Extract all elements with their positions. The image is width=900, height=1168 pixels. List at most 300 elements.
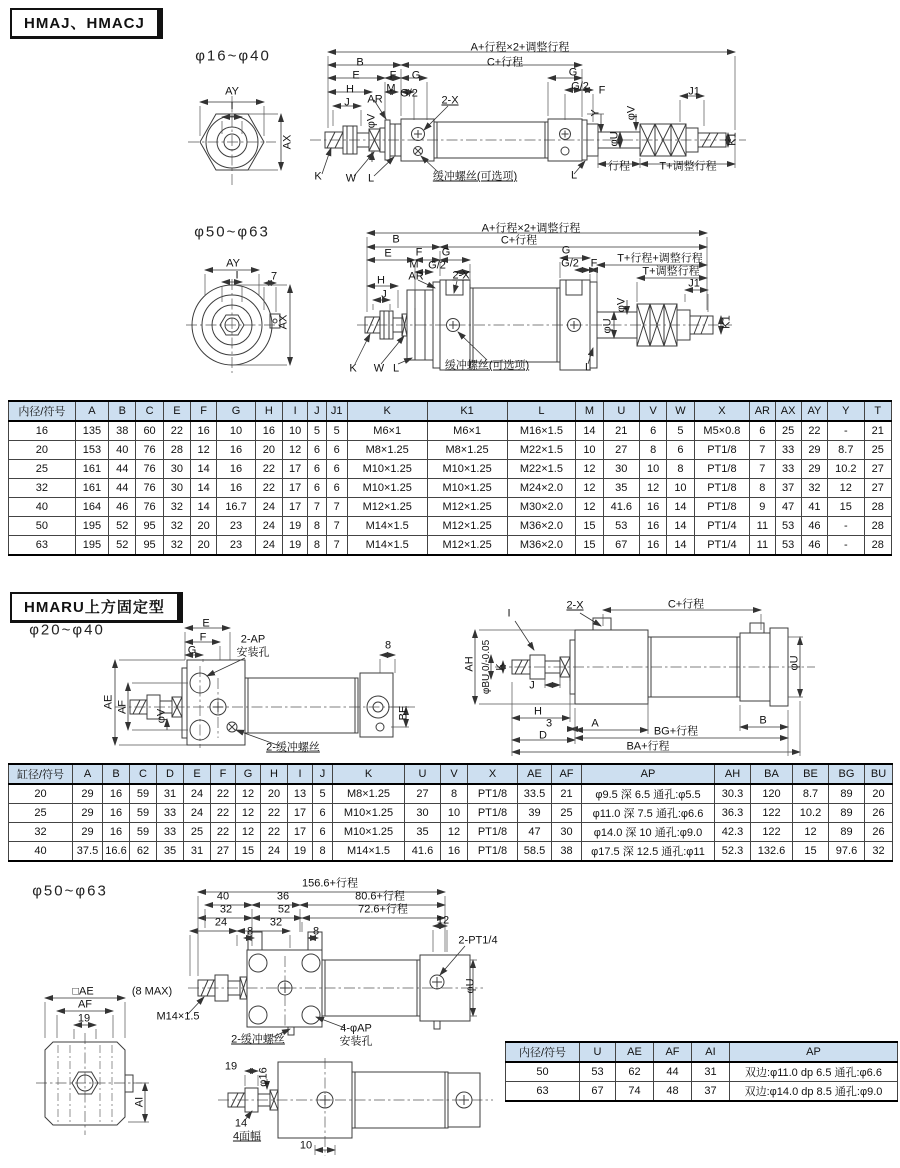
- table-cell: 16: [191, 421, 217, 441]
- table-cell: φ17.5 深 12.5 通孔:φ11: [582, 842, 715, 862]
- dim-label-ai: AI: [133, 1096, 146, 1108]
- table-cell: 44: [109, 460, 136, 479]
- table-cell: 19: [288, 842, 313, 862]
- table-cell: 27: [211, 842, 236, 862]
- table-cell: 13: [288, 784, 313, 804]
- table-cell: 76: [136, 498, 163, 517]
- dim-label-e: E: [202, 617, 210, 630]
- table-cell: 30: [552, 823, 582, 842]
- table-cell: 15: [576, 536, 603, 556]
- table-cell: 53: [775, 517, 801, 536]
- table-cell: 161: [75, 479, 108, 498]
- table-cell: 7: [326, 517, 347, 536]
- table-cell: 41.6: [603, 498, 639, 517]
- table-cell: 11: [750, 536, 775, 556]
- table-cell: M10×1.25: [347, 479, 427, 498]
- table-cell: 24: [255, 517, 282, 536]
- dim-label-phiu: φU: [601, 318, 614, 334]
- table-cell: 14: [667, 536, 694, 556]
- dim-label-36: 36: [276, 890, 290, 903]
- dim-label-a: A+行程×2+调整行程: [481, 222, 581, 235]
- dim-label-726: 72.6+行程: [358, 903, 408, 916]
- dim-label-l-right: L: [570, 169, 578, 182]
- table-cell: 52: [109, 517, 136, 536]
- table-cell: 27: [405, 784, 441, 804]
- table-cell: 16: [103, 804, 130, 823]
- table-cell: 59: [130, 784, 157, 804]
- dim-label-t-adjust: T+调整行程: [642, 265, 700, 278]
- table-cell: 5: [313, 784, 333, 804]
- column-header: I: [283, 401, 308, 421]
- column-header: 内径/符号: [506, 1042, 580, 1062]
- table-cell: 44: [109, 479, 136, 498]
- table-cell: 35: [603, 479, 639, 498]
- column-header: E: [184, 764, 211, 784]
- table-cell: 33: [775, 441, 801, 460]
- table-cell: 37: [692, 1082, 730, 1102]
- dim-label-g-right: G: [561, 244, 571, 257]
- table-cell: PT1/4: [694, 536, 750, 556]
- table-row: [9, 784, 893, 804]
- dim-label-af: AF: [116, 699, 129, 715]
- table-cell: 38: [552, 842, 582, 862]
- table-cell: 15: [793, 842, 829, 862]
- column-header: G: [236, 764, 261, 784]
- table-cell: 8: [667, 460, 694, 479]
- table-cell: 22: [801, 421, 827, 441]
- table-cell: M36×2.0: [507, 536, 576, 556]
- dim-label-k1: K1: [726, 132, 739, 146]
- table-cell: 22: [211, 804, 236, 823]
- table-cell: PT1/8: [468, 842, 518, 862]
- table-cell: 21: [552, 784, 582, 804]
- table-cell: 95: [136, 536, 163, 556]
- table-cell: 76: [136, 479, 163, 498]
- table-cell: 25: [9, 460, 76, 479]
- dim-label-19: 19: [77, 1012, 91, 1025]
- dim-label-phiu: φU: [464, 978, 477, 994]
- dim-label-14: 14: [234, 1117, 248, 1130]
- table-row: [9, 804, 893, 823]
- table-cell: 17: [283, 460, 308, 479]
- table-cell: 135: [75, 421, 108, 441]
- table-cell: 8: [308, 536, 326, 556]
- dim-label-156: 156.6+行程: [302, 877, 358, 890]
- table-cell: 60: [136, 421, 163, 441]
- dim-label-j1: J1: [688, 277, 700, 290]
- table-cell: 20: [9, 441, 76, 460]
- table-cell: 16: [9, 421, 76, 441]
- dim-label-g: G: [411, 69, 421, 82]
- dim-label-c: C+行程: [500, 234, 538, 247]
- table-cell: 20: [255, 441, 282, 460]
- table-cell: M10×1.25: [333, 823, 405, 842]
- mount-hole-count-label: 4-φAP: [340, 1022, 372, 1035]
- dim-label-k1: K1: [720, 315, 733, 329]
- table-cell: PT1/8: [694, 479, 750, 498]
- table-cell: 32: [163, 536, 190, 556]
- table-cell: 12: [236, 823, 261, 842]
- dim-label-b: B: [392, 233, 400, 246]
- dim-label-phibu: φBU 0/-0.05: [481, 639, 492, 695]
- dim-label-52: 52: [277, 903, 291, 916]
- dim-label-k: K: [494, 663, 507, 671]
- table-cell: 6: [313, 804, 333, 823]
- dim-label-ax: AX: [281, 134, 294, 150]
- table-cell: 122: [751, 823, 793, 842]
- table-cell: 76: [136, 460, 163, 479]
- column-header: BU: [865, 764, 893, 784]
- table-cell: 14: [576, 421, 603, 441]
- dim-label-7: 7: [270, 270, 278, 283]
- table-cell: 153: [75, 441, 108, 460]
- dim-label-19: 19: [224, 1060, 238, 1073]
- table-cell: 28: [864, 536, 892, 556]
- table-cell: 20: [191, 536, 217, 556]
- dim-label-af: AF: [77, 998, 93, 1011]
- table-cell: 6: [308, 441, 326, 460]
- table-cell: 89: [829, 804, 865, 823]
- table-cell: 22: [211, 784, 236, 804]
- table-cell: 46: [801, 536, 827, 556]
- dim-label-j: J: [344, 96, 350, 109]
- dimension-table-hmaj: [8, 400, 892, 556]
- table-cell: 16: [441, 842, 468, 862]
- dim-label-8b: 8: [312, 925, 320, 938]
- column-header: J: [313, 764, 333, 784]
- dim-label-2x: 2-X: [452, 269, 470, 282]
- table-cell: 12: [640, 479, 667, 498]
- column-header: F: [211, 764, 236, 784]
- table-cell: 33.5: [518, 784, 552, 804]
- dim-label-stroke: 行程: [608, 160, 630, 173]
- column-header: AH: [715, 764, 751, 784]
- dim-label-square-ae: □AE: [72, 985, 94, 998]
- dim-label-j: J: [381, 288, 387, 301]
- cushion-screw-note: 2-缓冲螺丝: [266, 741, 320, 754]
- table-cell: 30.3: [715, 784, 751, 804]
- dimension-table-hmaru-large: [505, 1041, 898, 1102]
- table-cell: 29: [801, 441, 827, 460]
- table-cell: M24×2.0: [507, 479, 576, 498]
- table-cell: 35: [157, 842, 184, 862]
- table-cell: M6×1: [347, 421, 427, 441]
- hmaru-large-side-view-art: [193, 1046, 505, 1168]
- dim-label-w: W: [373, 362, 385, 375]
- column-header: C: [130, 764, 157, 784]
- column-header: K: [347, 401, 427, 421]
- column-header: BG: [829, 764, 865, 784]
- table-cell: M10×1.25: [347, 460, 427, 479]
- table-cell: 19: [283, 517, 308, 536]
- dim-label-f: F: [389, 69, 397, 82]
- table-cell: 12: [191, 441, 217, 460]
- table-cell: 53: [775, 536, 801, 556]
- dim-label-ar: AR: [367, 93, 383, 106]
- table-cell: 17: [288, 804, 313, 823]
- column-header: A: [73, 764, 103, 784]
- table-cell: 21: [603, 421, 639, 441]
- table-cell: 74: [616, 1082, 654, 1102]
- table-cell: 24: [255, 536, 282, 556]
- table-cell: 33: [157, 804, 184, 823]
- column-header: V: [441, 764, 468, 784]
- dimension-table-hmaru: [8, 763, 893, 862]
- column-header: U: [405, 764, 441, 784]
- column-header: W: [667, 401, 694, 421]
- table-row: [9, 517, 892, 536]
- table-cell: 29: [801, 460, 827, 479]
- table-cell: 67: [580, 1082, 616, 1102]
- column-header: U: [580, 1042, 616, 1062]
- dim-label-b: B: [356, 56, 364, 69]
- column-header: B: [103, 764, 130, 784]
- table-cell: 27: [603, 441, 639, 460]
- column-header: J1: [326, 401, 347, 421]
- table-cell: 6: [308, 460, 326, 479]
- header-row: [9, 401, 892, 421]
- table-cell: 24: [184, 804, 211, 823]
- dim-label-e: E: [352, 69, 360, 82]
- table-cell: M8×1.25: [347, 441, 427, 460]
- dim-label-t-stroke-adjust: T+行程+调整行程: [617, 252, 703, 265]
- dim-label-a: A+行程×2+调整行程: [470, 41, 570, 54]
- drawing3-caption: φ20~φ40: [29, 621, 105, 639]
- drawing4-caption: φ50~φ63: [32, 882, 108, 900]
- dim-label-806: 80.6+行程: [355, 890, 405, 903]
- table-cell: 10: [217, 421, 255, 441]
- dim-label-g2-right: G/2: [571, 80, 589, 93]
- column-header: AE: [616, 1042, 654, 1062]
- dim-label-phi16: φ16: [257, 1067, 270, 1087]
- table-cell: 17: [283, 479, 308, 498]
- table-cell: 33: [157, 823, 184, 842]
- table-cell: M10×1.25: [427, 460, 507, 479]
- table-row: [9, 498, 892, 517]
- table-cell: 6: [326, 460, 347, 479]
- table-cell: 59: [130, 804, 157, 823]
- table-cell: 30: [163, 460, 190, 479]
- column-header: U: [603, 401, 639, 421]
- table-cell: 20: [261, 784, 288, 804]
- dim-label-phiv: φV: [615, 297, 628, 313]
- table-cell: 37: [775, 479, 801, 498]
- column-header: AP: [730, 1042, 898, 1062]
- table-cell: M14×1.5: [333, 842, 405, 862]
- dim-label-g2: G/2: [400, 87, 418, 100]
- table-cell: φ14.0 深 10 通孔:φ9.0: [582, 823, 715, 842]
- table-cell: 12: [793, 823, 829, 842]
- table-cell: 41: [801, 498, 827, 517]
- dim-label-g2: G/2: [428, 259, 446, 272]
- table-cell: 7: [326, 498, 347, 517]
- table-cell: 31: [157, 784, 184, 804]
- table-cell: 15: [828, 498, 864, 517]
- table-cell: 17: [283, 498, 308, 517]
- dim-label-h: H: [377, 274, 385, 287]
- column-header: V: [640, 401, 667, 421]
- table-cell: 30: [163, 479, 190, 498]
- table-cell: 62: [616, 1062, 654, 1082]
- table-cell: 47: [518, 823, 552, 842]
- table-cell: 28: [864, 517, 892, 536]
- table-cell: 6: [667, 441, 694, 460]
- table-cell: 14: [667, 498, 694, 517]
- dim-label-m: M: [409, 258, 419, 271]
- table-cell: 22: [163, 421, 190, 441]
- dim-label-l-right: L: [584, 361, 592, 374]
- section-title-hmaru: HMARU上方固定型: [10, 592, 183, 623]
- table-cell: 37.5: [73, 842, 103, 862]
- table-cell: 132.6: [751, 842, 793, 862]
- dim-label-l-left: L: [392, 362, 400, 375]
- dim-label-y: Y: [589, 109, 602, 117]
- table-cell: 89: [829, 784, 865, 804]
- table-cell: 29: [73, 823, 103, 842]
- table-cell: 19: [283, 536, 308, 556]
- table-row: [9, 460, 892, 479]
- dim-label-phiu: φU: [608, 131, 621, 147]
- table-cell: 26: [865, 823, 893, 842]
- table-cell: M22×1.5: [507, 460, 576, 479]
- column-header: G: [217, 401, 255, 421]
- dim-label-j1: J1: [688, 85, 700, 98]
- dim-label-ay: AY: [226, 257, 240, 270]
- table-cell: M10×1.25: [427, 479, 507, 498]
- dim-label-2x: 2-X: [441, 94, 459, 107]
- table-cell: PT1/8: [694, 441, 750, 460]
- table-cell: 8: [308, 517, 326, 536]
- table-cell: 16: [103, 823, 130, 842]
- table-cell: 76: [136, 441, 163, 460]
- table-cell: 14: [191, 479, 217, 498]
- table-cell: -: [828, 536, 864, 556]
- table-cell: 28: [163, 441, 190, 460]
- table-row: [9, 479, 892, 498]
- table-row: [9, 842, 893, 862]
- table-cell: 24: [255, 498, 282, 517]
- table-cell: 14: [667, 517, 694, 536]
- table-cell: M12×1.25: [427, 498, 507, 517]
- table-cell: 16: [640, 498, 667, 517]
- table-cell: 195: [75, 536, 108, 556]
- table-cell: 32: [9, 479, 76, 498]
- table-cell: 12: [576, 460, 603, 479]
- table-cell: PT1/8: [694, 460, 750, 479]
- table-cell: 195: [75, 517, 108, 536]
- table-cell: 14: [191, 460, 217, 479]
- table-cell: 67: [603, 536, 639, 556]
- drawing1-caption: φ16~φ40: [195, 47, 271, 65]
- table-cell: φ11.0 深 7.5 通孔:φ6.6: [582, 804, 715, 823]
- table-cell: 10: [283, 421, 308, 441]
- thread-label-m14: M14×1.5: [156, 1010, 200, 1023]
- column-header: A: [75, 401, 108, 421]
- dim-label-k: K: [314, 170, 322, 183]
- column-header: AF: [552, 764, 582, 784]
- column-header: 缸径/符号: [9, 764, 73, 784]
- table-cell: 39: [518, 804, 552, 823]
- dim-label-c: C+行程: [667, 598, 705, 611]
- column-header: M: [576, 401, 603, 421]
- dim-label-f: F: [199, 631, 207, 644]
- dim-label-f: F: [415, 246, 423, 259]
- table-cell: 20: [191, 517, 217, 536]
- table-cell: 44: [654, 1062, 692, 1082]
- table-cell: 40: [109, 441, 136, 460]
- table-cell: 5: [308, 421, 326, 441]
- section-title-hmaj: HMAJ、HMACJ: [10, 8, 163, 39]
- table-cell: 97.6: [829, 842, 865, 862]
- table-cell: 25: [864, 441, 892, 460]
- table-cell: 52: [109, 536, 136, 556]
- table-cell: 30: [603, 460, 639, 479]
- dim-label-b: B: [759, 714, 767, 727]
- table-cell: 63: [506, 1082, 580, 1102]
- table-cell: 8: [640, 441, 667, 460]
- table-cell: M12×1.25: [427, 517, 507, 536]
- table-cell: 122: [751, 804, 793, 823]
- column-header: AE: [518, 764, 552, 784]
- table-cell: 双边:φ14.0 dp 8.5 通孔:φ9.0: [730, 1082, 898, 1102]
- dim-label-i: I: [230, 100, 234, 113]
- column-header: E: [163, 401, 190, 421]
- table-cell: 10.2: [793, 804, 829, 823]
- header-row: [9, 764, 893, 784]
- column-header: K: [333, 764, 405, 784]
- table-cell: 25: [775, 421, 801, 441]
- table-cell: 7: [308, 498, 326, 517]
- table-cell: M6×1: [427, 421, 507, 441]
- dim-label-l-left: L: [367, 172, 375, 185]
- table-cell: 62: [130, 842, 157, 862]
- column-header: BA: [751, 764, 793, 784]
- table-cell: 46: [801, 517, 827, 536]
- mount-hole-label: 安装孔: [339, 1035, 373, 1048]
- table-cell: 27: [864, 460, 892, 479]
- table-cell: 31: [184, 842, 211, 862]
- table-cell: 31: [692, 1062, 730, 1082]
- table-cell: 8: [441, 784, 468, 804]
- table-cell: 26: [865, 804, 893, 823]
- table-cell: M14×1.5: [347, 517, 427, 536]
- table-cell: 12: [576, 498, 603, 517]
- dim-label-g2-right: G/2: [561, 257, 579, 270]
- dim-label-g: G: [187, 644, 197, 657]
- table-cell: 8.7: [793, 784, 829, 804]
- table-cell: PT1/8: [694, 498, 750, 517]
- table-cell: -: [828, 421, 864, 441]
- table-cell: 17: [288, 823, 313, 842]
- cushion-screw-note: 2-缓冲螺丝: [231, 1033, 285, 1046]
- table-cell: 10: [667, 479, 694, 498]
- table-cell: 16: [640, 536, 667, 556]
- table-cell: 89: [829, 823, 865, 842]
- table-cell: 7: [326, 536, 347, 556]
- table-cell: 7: [750, 441, 775, 460]
- column-header: L: [507, 401, 576, 421]
- table-cell: 21: [864, 421, 892, 441]
- column-header: T: [864, 401, 892, 421]
- table-cell: 32: [163, 517, 190, 536]
- table-cell: 5: [326, 421, 347, 441]
- drawing2-caption: φ50~φ63: [194, 223, 270, 241]
- table-cell: 32: [9, 823, 73, 842]
- table-cell: PT1/8: [468, 784, 518, 804]
- table-cell: 24: [261, 842, 288, 862]
- table-cell: 10.2: [828, 460, 864, 479]
- column-header: J: [308, 401, 326, 421]
